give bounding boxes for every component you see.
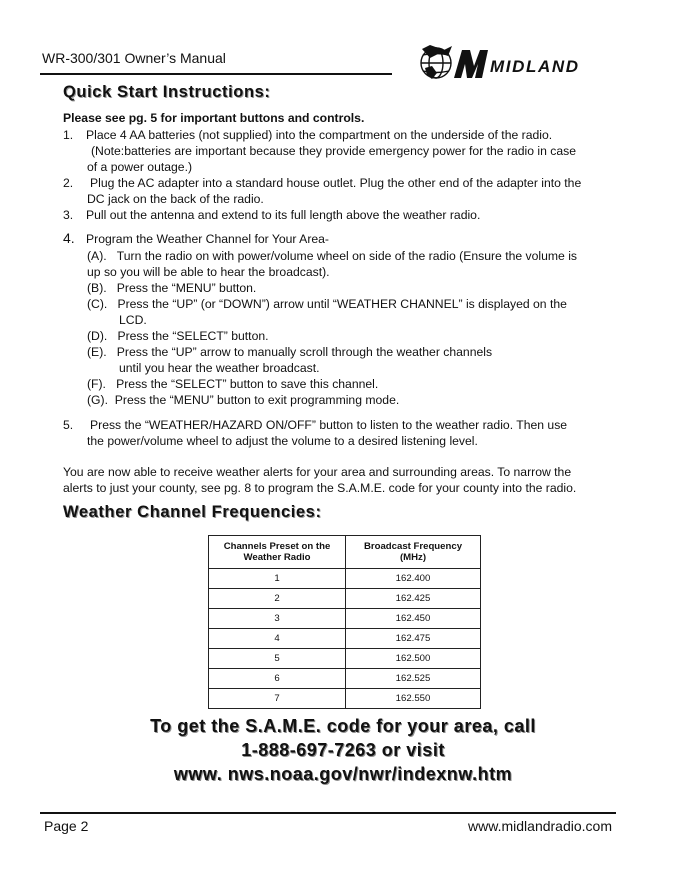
header-rule	[40, 73, 392, 75]
midland-logo	[416, 42, 616, 84]
step-1-number: 1.	[63, 128, 74, 142]
step-4c-cont: LCD.	[119, 313, 147, 327]
step-5-text: Press the “WEATHER/HAZARD ON/OFF” button to listen to the weather radio. Then use	[90, 418, 568, 432]
page-number: Page 2	[44, 818, 89, 834]
step-2-number: 2.	[63, 176, 74, 190]
step-4a: (A). Turn the radio on with power/volume wheel on side of the radio (Ensure the volume is	[87, 249, 577, 263]
frequencies-heading: Weather Channel Frequencies:	[63, 503, 322, 521]
cta-url-line: www. nws.noaa.gov/nwr/indexnw.htm	[173, 764, 513, 784]
step-4g: (G). Press the “MENU” button to exit programming mode.	[87, 393, 400, 407]
frequency-cell: 162.450	[346, 609, 481, 629]
step-4e: (E). Press the “UP” arrow to manually scroll through the weather channels	[87, 345, 493, 359]
channel-cell: 7	[209, 689, 346, 709]
channel-cell: 6	[209, 669, 346, 689]
step-4d: (D). Press the “SELECT” button.	[87, 329, 269, 343]
table-header-row	[209, 536, 481, 569]
step-5-cont: the power/volume wheel to adjust the volume to a desired listening level.	[87, 434, 478, 448]
table-row	[209, 669, 481, 689]
footer-url: www.midlandradio.com	[468, 818, 612, 834]
quick-start-heading: Quick Start Instructions:	[63, 83, 271, 101]
footer-rule	[40, 812, 616, 814]
cta-line-1: To get the S.A.M.E. code for your area, call	[150, 716, 536, 736]
step-3-text: Pull out the antenna and extend to its full length above the weather radio.	[86, 208, 481, 222]
step-5-number: 5.	[63, 418, 74, 432]
step-1-note: (Note:batteries are important because they provide emergency power for the radio in case	[91, 144, 577, 158]
brand-wordmark: MIDLAND	[490, 57, 580, 76]
table-row	[209, 649, 481, 669]
channel-cell: 4	[209, 629, 346, 649]
table-row	[209, 629, 481, 649]
step-2-text: Plug the AC adapter into a standard house outlet. Plug the other end of the adapter into the	[90, 176, 582, 190]
channel-cell: 2	[209, 589, 346, 609]
frequency-table	[208, 535, 481, 709]
table-row	[209, 689, 481, 709]
channel-cell: 3	[209, 609, 346, 629]
table-row	[209, 569, 481, 589]
step-1-text: Place 4 AA batteries (not supplied) into the compartment on the underside of the radio.	[86, 128, 553, 142]
frequency-cell: 162.475	[346, 629, 481, 649]
frequency-cell: 162.425	[346, 589, 481, 609]
column-header-frequency: Broadcast Frequency (MHz)	[346, 536, 481, 569]
cta-phone-line: 1-888-697-7263 or visit	[241, 740, 445, 760]
closing-line-2: alerts to just your county, see pg. 8 to program the S.A.M.E. code for your county into the radio.	[63, 481, 577, 495]
frequency-cell: 162.500	[346, 649, 481, 669]
channel-cell: 5	[209, 649, 346, 669]
step-2-cont: DC jack on the back of the radio.	[87, 192, 264, 206]
frequency-cell: 162.400	[346, 569, 481, 589]
step-1-note-cont: of a power outage.)	[87, 160, 193, 174]
step-4-text: Program the Weather Channel for Your Area-	[86, 232, 329, 246]
column-header-channel: Channels Preset on the Weather Radio	[209, 536, 346, 569]
step-4e-cont: until you hear the weather broadcast.	[119, 361, 320, 375]
closing-line-1: You are now able to receive weather alerts for your area and surrounding areas. To narrow the	[63, 465, 572, 479]
frequency-cell: 162.525	[346, 669, 481, 689]
step-4c: (C). Press the “UP” (or “DOWN”) arrow until “WEATHER CHANNEL” is displayed on the	[87, 297, 567, 311]
table-row	[209, 609, 481, 629]
table-row	[209, 589, 481, 609]
controls-note: Please see pg. 5 for important buttons and controls.	[63, 111, 365, 125]
step-4-number: 4.	[63, 230, 75, 246]
channel-cell: 1	[209, 569, 346, 589]
manual-title: WR-300/301 Owner’s Manual	[42, 50, 226, 66]
step-4b: (B). Press the “MENU” button.	[87, 281, 257, 295]
step-4a-cont: up so you will be able to hear the broadcast).	[87, 265, 330, 279]
step-4f: (F). Press the “SELECT” button to save this channel.	[87, 377, 379, 391]
frequency-cell: 162.550	[346, 689, 481, 709]
step-3-number: 3.	[63, 208, 74, 222]
